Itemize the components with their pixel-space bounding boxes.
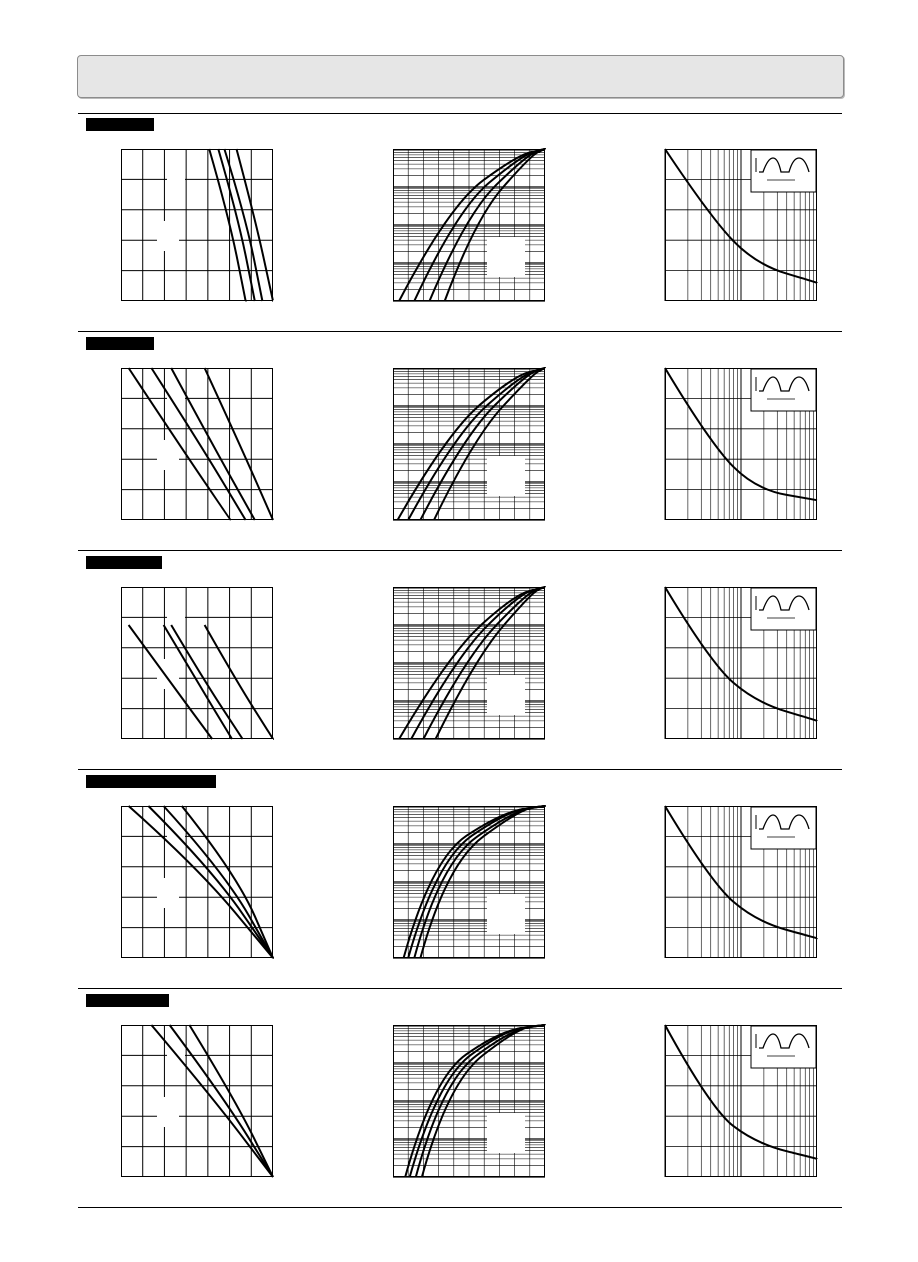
label-area — [487, 894, 525, 934]
series-line — [209, 149, 245, 301]
label-area — [487, 237, 525, 277]
label-area — [487, 675, 525, 715]
label-area — [167, 1047, 185, 1071]
chart-s1-right — [665, 149, 817, 301]
chart-s4-right — [665, 806, 817, 958]
chart-s3-right — [665, 587, 817, 739]
section-tag — [86, 994, 169, 1007]
series-line — [129, 625, 213, 739]
section-tag — [86, 118, 154, 131]
section-tag — [86, 337, 154, 350]
label-area — [157, 659, 179, 689]
waveform-legend-box — [751, 1026, 816, 1068]
section-tag — [86, 556, 162, 569]
chart-s2-right — [665, 368, 817, 520]
series-line — [171, 368, 255, 520]
section-rule — [78, 331, 842, 332]
series-line — [171, 625, 242, 739]
chart-s5-right — [665, 1025, 817, 1177]
chart-s2-middle — [393, 368, 545, 520]
label-area — [157, 440, 179, 470]
series-line — [170, 1025, 273, 1177]
plot-frame — [122, 1026, 273, 1177]
chart-s4-middle — [393, 806, 545, 958]
chart-grid — [393, 149, 545, 301]
waveform-legend-box — [751, 588, 816, 630]
label-area — [487, 456, 525, 496]
page-header-box — [77, 55, 844, 98]
chart-s4-left — [121, 806, 273, 958]
series-line — [189, 1025, 273, 1177]
chart-s5-middle — [393, 1025, 545, 1177]
chart-s1-left — [121, 149, 273, 301]
footer-rule — [78, 1207, 842, 1208]
section-rule — [78, 769, 842, 770]
series-line — [218, 149, 255, 301]
label-area — [157, 221, 179, 251]
chart-grid — [121, 587, 273, 739]
chart-grid — [393, 368, 545, 520]
chart-grid — [393, 587, 545, 739]
plot-frame — [122, 588, 273, 739]
waveform-legend-box — [751, 369, 816, 411]
label-area — [167, 171, 185, 195]
series-line — [205, 625, 273, 739]
label-area — [157, 878, 179, 908]
chart-s2-left — [121, 368, 273, 520]
section-rule — [78, 113, 842, 114]
plot-frame — [122, 807, 273, 958]
label-area — [167, 390, 185, 414]
chart-s5-left — [121, 1025, 273, 1177]
label-area — [167, 609, 185, 633]
waveform-legend-box — [751, 150, 816, 192]
chart-s1-middle — [393, 149, 545, 301]
section-tag — [86, 775, 216, 788]
waveform-legend-box — [751, 807, 816, 849]
label-area — [487, 1113, 525, 1153]
label-area — [157, 1097, 179, 1127]
chart-s3-left — [121, 587, 273, 739]
chart-s3-middle — [393, 587, 545, 739]
section-rule — [78, 988, 842, 989]
section-rule — [78, 550, 842, 551]
chart-grid — [121, 806, 273, 958]
chart-grid — [121, 1025, 273, 1177]
